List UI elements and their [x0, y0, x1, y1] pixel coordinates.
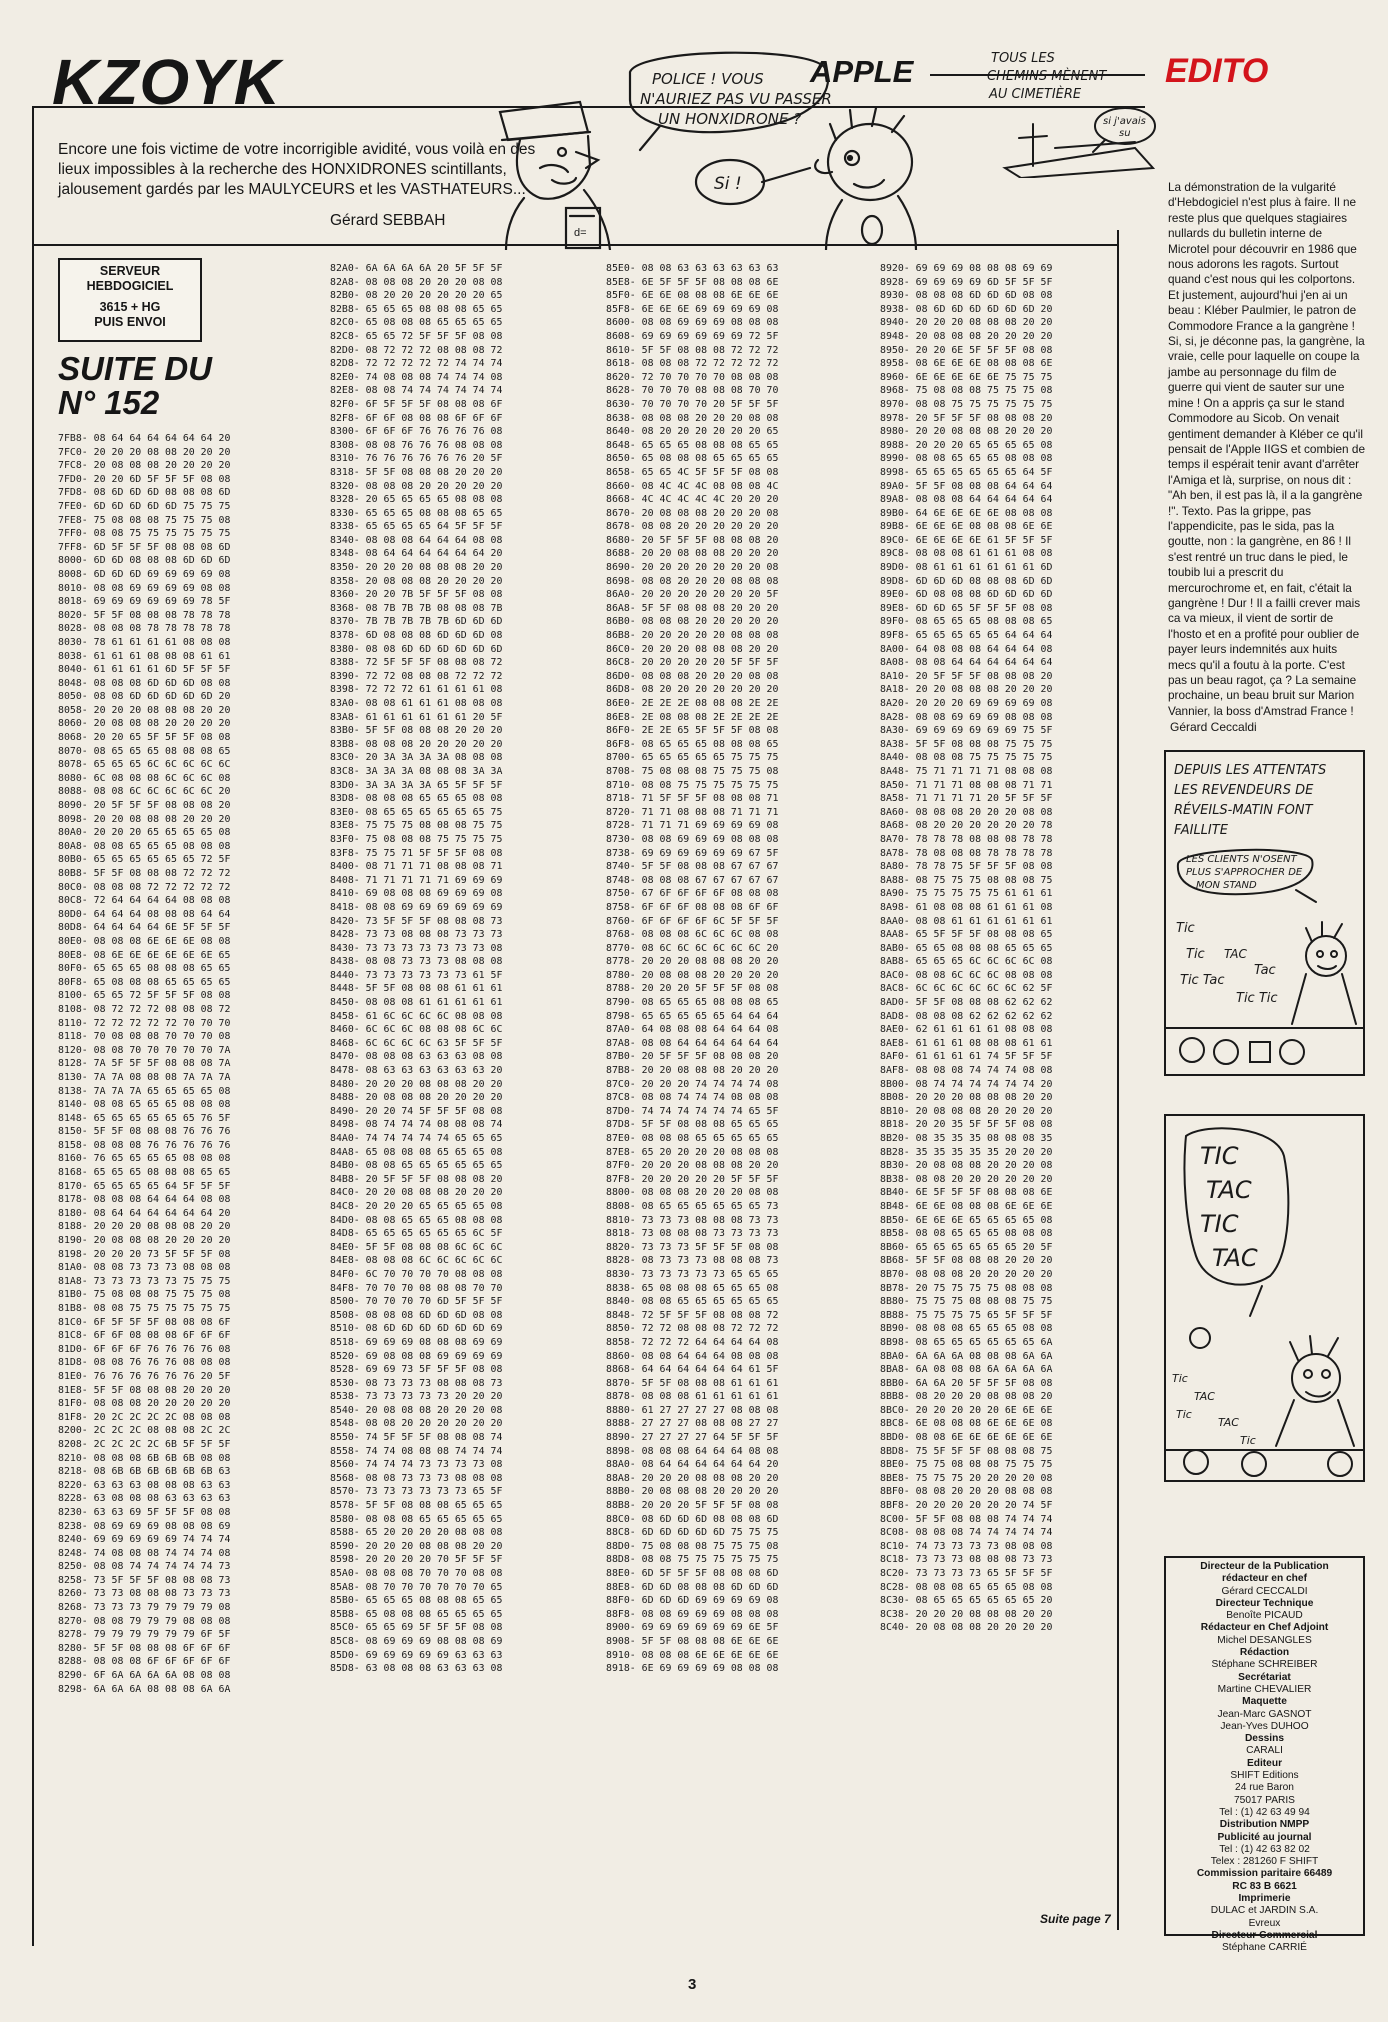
svg-text:TAC: TAC [1194, 1390, 1215, 1403]
frame-rule-right [1117, 230, 1119, 1930]
svg-text:d=: d= [574, 227, 587, 239]
credits-line: Benoîte PICAUD [1226, 1610, 1303, 1622]
bubble-police-line: POLICE ! VOUS [652, 70, 764, 88]
credits-line: Imprimerie [1238, 1893, 1291, 1905]
svg-text:UN HONXIDRONE ?: UN HONXIDRONE ? [658, 110, 802, 128]
apple-section-label: APPLE [810, 54, 914, 89]
svg-text:FAILLITE: FAILLITE [1174, 823, 1228, 838]
credits-line: SHIFT Editions [1230, 1770, 1299, 1782]
credits-line: Jean-Marc GASNOT [1217, 1708, 1312, 1720]
svg-text:TAC: TAC [1212, 1244, 1258, 1272]
cartoon-tic-tac [1164, 1114, 1365, 1482]
article-title: KZOYK [52, 46, 281, 118]
credits-line: Maquette [1242, 1696, 1287, 1708]
svg-text:DEPUIS LES ATTENTATS: DEPUIS LES ATTENTATS [1174, 763, 1327, 778]
tac-5: Tac [1254, 963, 1276, 978]
svg-text:TAC: TAC [1224, 947, 1247, 961]
serveur-line1: SERVEUR [99, 264, 161, 278]
credits-box [1164, 1556, 1365, 1954]
credits-line: CARALI [1246, 1745, 1283, 1757]
suite-du-heading [58, 352, 212, 420]
credits-line: Tel : (1) 42 63 82 02 [1219, 1843, 1310, 1855]
svg-text:RÉVEILS-MATIN FONT: RÉVEILS-MATIN FONT [1174, 803, 1313, 818]
credits-line: Stéphane SCHREIBER [1211, 1659, 1318, 1671]
svg-text:TAC: TAC [1218, 1416, 1239, 1429]
page-number: 3 [688, 1976, 697, 1993]
credits-line: RC 83 B 6621 [1232, 1880, 1297, 1892]
credits-line: Martine CHEVALIER [1217, 1683, 1312, 1695]
credits-line: Michel DESANGLES [1217, 1634, 1312, 1646]
svg-text:si j'avais: si j'avais [1103, 116, 1146, 127]
serveur-line3: 3615 + HG [99, 300, 161, 314]
credits-line: Evreux [1248, 1917, 1281, 1929]
listing-column-3: 85E0- 08 08 63 63 63 63 63 63 85E8- 6E 5F 5F 5F 08 08 08 6E 85F0- 6E 6E 08 08 08 6E 6E 6E 85F8- 6E 6E 6E 69 69 69 69 08 8600- 08 08 69 69 69 08 08 08 8608- 69 69 69 69 69 69 72 5F 8610- 5F 5F 08 08 08 72 72 72 8618- 08 08 08 72 72 72 72 72 8620- 72 70 70 70 70 08 08 08 8628- 70 70 70 08 08 08 70 70 8630- 70 70 70 70 20 5F 5F 5F 8638- 08 08 08 20 20 20 08 08 8640- 08 20 20 20 20 20 20 65 8648- 65 65 65 08 08 08 65 65 8650- 65 08 08 08 65 65 65 65 8658- 65 65 4C 5F 5F 5F 08 08 8660- 08 4C 4C 4C 08 08 08 4C 8668- 4C 4C 4C 4C 4C 20 20 20 8670- 20 08 08 08 20 20 20 08 8678- 08 08 20 20 20 20 20 20 8680- 20 5F 5F 5F 08 08 08 20 8688- 20 20 08 08 08 20 20 20 8690- 20 20 20 20 20 20 20 08 8698- 08 08 20 20 20 08 08 08 86A0- 20 20 20 20 20 20 20 5F 86A8- 5F 5F 08 08 08 20 20 20 86B0- 08 08 08 20 20 20 20 20 86B8- 20 20 20 20 20 08 08 08 86C0- 20 20 20 08 08 08 20 20 86C8- 20 20 20 20 20 5F 5F 5F 86D0- 08 08 08 20 20 20 08 08 86D8- 08 20 20 20 20 20 20 20 86E0- 2E 2E 2E 08 08 08 2E 2E 86E8- 2E 08 08 08 2E 2E 2E 2E 86F0- 2E 2E 65 5F 5F 5F 08 08 86F8- 08 65 65 65 08 08 08 65 8700- 65 65 65 65 65 75 75 75 8708- 75 08 08 08 75 75 75 08 8710- 08 08 75 75 75 75 75 75 8718- 71 5F 5F 5F 08 08 08 71 8720- 71 71 08 08 08 71 71 71 8728- 71 71 71 69 69 69 69 08 8730- 08 08 69 69 69 08 08 08 8738- 69 69 69 69 69 69 67 5F 8740- 5F 5F 08 08 08 67 67 67 8748- 08 08 08 67 67 67 67 67 8750- 67 6F 6F 6F 6F 08 08 08 8758- 6F 6F 6F 08 08 08 6F 6F 8760- 6F 6F 6F 6F 6C 5F 5F 5F 8768- 08 08 08 6C 6C 6C 08 08 8770- 08 6C 6C 6C 6C 6C 6C 20 8778- 20 20 20 08 08 08 20 20 8780- 20 08 08 08 20 20 20 20 8788- 20 20 20 5F 5F 5F 08 08 8790- 08 65 65 65 08 08 08 65 8798- 65 65 65 65 65 64 64 64 87A0- 64 08 08 08 64 64 64 08 87A8- 08 08 64 64 64 64 64 64 87B0- 20 5F 5F 5F 08 08 08 20 87B8- 20 20 08 08 08 20 20 20 87C0- 20 20 20 74 74 74 74 08 87C8- 08 08 74 74 74 08 08 08 87D0- 74 74 74 74 74 74 65 5F 87D8- 5F 5F 08 08 08 65 65 65 87E0- 08 08 08 65 65 65 65 65 87E8- 65 20 20 20 20 08 08 08 87F0- 20 20 20 08 08 08 20 20 87F8- 20 20 20 20 20 5F 5F 5F 8800- 08 08 08 20 20 20 08 08 8808- 08 65 65 65 65 65 65 73 8810- 73 73 73 08 08 08 73 73 8818- 73 08 08 08 73 73 73 73 8820- 73 73 73 5F 5F 5F 08 08 8828- 08 73 73 73 08 08 08 73 8830- 73 73 73 73 73 65 65 65 8838- 65 08 08 08 65 65 65 08 8840- 08 08 65 65 65 65 65 65 8848- 72 5F 5F 5F 08 08 08 72 8850- 72 72 08 08 08 72 72 72 8858- 72 72 72 64 64 64 64 08 8860- 08 08 64 64 64 08 08 08 8868- 64 64 64 64 64 64 61 5F 8870- 5F 5F 08 08 08 61 61 61 8878- 08 08 08 61 61 61 61 61 8880- 61 27 27 27 27 08 08 08 8888- 27 27 27 08 08 08 27 27 8890- 27 27 27 27 64 5F 5F 5F 8898- 08 08 08 64 64 64 08 08 88A0- 08 64 64 64 64 64 64 20 88A8- 20 20 20 08 08 08 20 20 88B0- 20 08 08 08 20 20 20 20 88B8- 20 20 20 5F 5F 5F 08 08 88C0- 08 6D 6D 6D 08 08 08 6D 88C8- 6D 6D 6D 6D 6D 75 75 75 88D0- 75 08 08 08 75 75 75 08 88D8- 08 08 75 75 75 75 75 75 88E0- 6D 5F 5F 5F 08 08 08 6D 88E8- 6D 6D 08 08 08 6D 6D 6D 88F0- 6D 6D 6D 69 69 69 69 08 88F8- 08 08 69 69 69 08 08 08 8900- 69 69 69 69 69 69 6E 5F 8908- 5F 5F 08 08 08 6E 6E 6E 8910- 08 08 08 6E 6E 6E 6E 6E 8918- 6E 69 69 69 69 08 08 08 [606, 263, 779, 1675]
edito-title: EDITO [1165, 52, 1269, 90]
credits-line: Rédacteur en Chef Adjoint [1200, 1622, 1329, 1634]
svg-text:CHEMINS MÈNENT: CHEMINS MÈNENT [987, 69, 1107, 84]
cartoon-attentats [1164, 750, 1365, 1076]
svg-text:su: su [1119, 128, 1131, 139]
serveur-line2: HEBDOGICIEL [86, 279, 174, 293]
svg-text:N'AURIEZ PAS VU PASSER: N'AURIEZ PAS VU PASSER [640, 90, 832, 108]
header-cartoon [480, 40, 940, 250]
credits-line: rédacteur en chef [1222, 1573, 1307, 1585]
edito-text: La démonstration de la vulgarité d'Hebdogiciel n'est plus à faire. Il ne reste plus que quelques stagiaires nullards du bulletin interne de Microtel pour découvrir en 1986 que nous adorons les ragots. Surtout quand c'est nous qui les colportons. Et justement, aujourd'hui j'en ai un beau : Kléber Paulmier, le patron de Commodore France a la gangrène ! Si, si, je déconne pas, la gangrène, la vraie, celle pour laquelle on coupe la jambe au personnage du film de guerre qui vient de sauter sur une mine ! On a appris ça sur le stand Commodore au Sicob. On venait gentiment demander à Kléber ce qu'il pensait de l'Apple IIGS et combien de temps il espérait tenir avant d'arrêter l'Amiga et là, surprise, on nous dit : "Ah ben, il est pas là, il a la gangrène !". Texto. Pas la grippe, pas l'appendicite, pas le sida, pas la goutte, non : la gangrène, en 86 ! Il s'est rentré un truc dans le pied, le toubib lui a prescrit du mercurochrome et, en fait, c'était la gangrène ! Dur ! Il a failli crever mais ca va mieux, il vient de sortir de l'hosto et en a profité pour oublier de payer leurs indemnités aux huits mecs qu'il a foutu à la porte. C'est pas un beau ragot, ça ? La semaine prochaine, un beau bruit sur Marion Vannier, la boss d'Amstrad France ! [1168, 180, 1366, 718]
credits-line: Telex : 281260 F SHIFT [1210, 1856, 1319, 1868]
svg-text:AU CIMETIÈRE: AU CIMETIÈRE [989, 87, 1082, 102]
svg-text:LES CLIENTS N'OSENT: LES CLIENTS N'OSENT [1186, 854, 1297, 865]
serveur-line4: PUIS ENVOI [94, 315, 166, 329]
intro-text: Encore une fois victime de votre incorrigible avidité, vous voilà en des lieux impossibles à la recherche des HONXIDRONES scintillants, jalousement gardés par les MAULYCEURS et les VASTHATEURS... [58, 141, 536, 198]
credits-line: Dessins [1244, 1733, 1285, 1745]
svg-text:TIC: TIC [1200, 1142, 1239, 1170]
credits-line: Secrétariat [1238, 1671, 1291, 1683]
tic-1: Tic [1176, 921, 1195, 936]
tic-2: Tic [1186, 947, 1205, 962]
listing-column-4: 8920- 69 69 69 08 08 08 69 69 8928- 69 69 69 69 6D 5F 5F 5F 8930- 08 08 08 6D 6D 6D 08 08 8938- 08 6D 6D 6D 6D 6D 6D 20 8940- 20 20 20 08 08 08 20 20 8948- 20 08 08 08 20 20 20 20 8950- 20 20 6E 5F 5F 5F 08 08 8958- 08 6E 6E 6E 08 08 08 6E 8960- 6E 6E 6E 6E 6E 75 75 75 8968- 75 08 08 08 75 75 75 08 8970- 08 08 75 75 75 75 75 75 8978- 20 5F 5F 5F 08 08 08 20 8980- 20 20 08 08 08 20 20 20 8988- 20 20 20 65 65 65 65 08 8990- 08 08 65 65 65 08 08 08 8998- 65 65 65 65 65 65 64 5F 89A0- 5F 5F 08 08 08 64 64 64 89A8- 08 08 08 64 64 64 64 64 89B0- 64 6E 6E 6E 6E 08 08 08 89B8- 6E 6E 6E 08 08 08 6E 6E 89C0- 6E 6E 6E 6E 61 5F 5F 5F 89C8- 08 08 08 61 61 61 08 08 89D0- 08 61 61 61 61 61 61 6D 89D8- 6D 6D 6D 08 08 08 6D 6D 89E0- 6D 08 08 08 6D 6D 6D 6D 89E8- 6D 6D 65 5F 5F 5F 08 08 89F0- 08 65 65 65 08 08 08 65 89F8- 65 65 65 65 65 64 64 64 8A00- 64 08 08 08 64 64 64 08 8A08- 08 08 64 64 64 64 64 64 8A10- 20 5F 5F 5F 08 08 08 20 8A18- 20 20 08 08 08 20 20 20 8A20- 20 20 20 69 69 69 69 08 8A28- 08 08 69 69 69 08 08 08 8A30- 69 69 69 69 69 69 75 5F 8A38- 5F 5F 08 08 08 75 75 75 8A40- 08 08 08 75 75 75 75 75 8A48- 75 71 71 71 71 08 08 08 8A50- 71 71 71 08 08 08 71 71 8A58- 71 71 71 71 20 5F 5F 5F 8A60- 08 08 08 20 20 20 08 08 8A68- 08 20 20 20 20 20 20 78 8A70- 78 78 78 08 08 08 78 78 8A78- 78 08 08 08 78 78 78 78 8A80- 78 78 75 5F 5F 5F 08 08 8A88- 08 75 75 75 08 08 08 75 8A90- 75 75 75 75 75 61 61 61 8A98- 61 08 08 08 61 61 61 08 8AA0- 08 08 61 61 61 61 61 61 8AA8- 65 5F 5F 5F 08 08 08 65 8AB0- 65 65 08 08 08 65 65 65 8AB8- 65 65 65 6C 6C 6C 6C 08 8AC0- 08 08 6C 6C 6C 08 08 08 8AC8- 6C 6C 6C 6C 6C 6C 62 5F 8AD0- 5F 5F 08 08 08 62 62 62 8AD8- 08 08 08 62 62 62 62 62 8AE0- 62 61 61 61 61 08 08 08 8AE8- 61 61 61 08 08 08 61 61 8AF0- 61 61 61 61 74 5F 5F 5F 8AF8- 08 08 08 74 74 74 08 08 8B00- 08 74 74 74 74 74 74 20 8B08- 20 20 20 08 08 08 20 20 8B10- 20 08 08 08 20 20 20 20 8B18- 20 20 35 5F 5F 5F 08 08 8B20- 08 35 35 35 08 08 08 35 8B28- 35 35 35 35 35 20 20 20 8B30- 20 08 08 08 20 20 20 08 8B38- 08 08 20 20 20 20 20 20 8B40- 6E 5F 5F 5F 08 08 08 6E 8B48- 6E 6E 08 08 08 6E 6E 6E 8B50- 6E 6E 6E 65 65 65 65 08 8B58- 08 08 65 65 65 08 08 08 8B60- 65 65 65 65 65 65 20 5F 8B68- 5F 5F 08 08 08 20 20 20 8B70- 08 08 08 20 20 20 20 20 8B78- 20 75 75 75 75 08 08 08 8B80- 75 75 75 08 08 08 75 75 8B88- 75 75 75 75 65 5F 5F 5F 8B90- 08 08 08 65 65 65 08 08 8B98- 08 65 65 65 65 65 65 6A 8BA0- 6A 6A 6A 08 08 08 6A 6A 8BA8- 6A 08 08 08 6A 6A 6A 6A 8BB0- 6A 6A 20 5F 5F 5F 08 08 8BB8- 08 20 20 20 08 08 08 20 8BC0- 20 20 20 20 20 6E 6E 6E 8BC8- 6E 08 08 08 6E 6E 6E 08 8BD0- 08 08 6E 6E 6E 6E 6E 6E 8BD8- 75 5F 5F 5F 08 08 08 75 8BE0- 75 75 08 08 08 75 75 75 8BE8- 75 75 75 20 20 20 20 08 8BF0- 08 08 20 20 20 08 08 08 8BF8- 20 20 20 20 20 20 74 5F 8C00- 5F 5F 08 08 08 74 74 74 8C08- 08 08 08 74 74 74 74 74 8C10- 74 73 73 73 73 08 08 08 8C18- 73 73 73 08 08 08 73 73 8C20- 73 73 73 73 65 5F 5F 5F 8C28- 08 08 08 65 65 65 08 08 8C30- 08 65 65 65 65 65 65 20 8C38- 20 20 20 08 08 08 20 20 8C40- 20 08 08 08 20 20 20 20 [880, 263, 1053, 1634]
suite-du-line1: SUITE DU [58, 350, 213, 387]
credits-line: Directeur Commercial [1211, 1929, 1318, 1941]
credits-line: Rédaction [1239, 1647, 1290, 1659]
credits-line: Gérard CECCALDI [1221, 1585, 1308, 1597]
svg-text:TOUS LES: TOUS LES [991, 51, 1055, 66]
credits-line: Directeur de la Publication [1200, 1561, 1329, 1572]
edito-signature: Gérard Ceccaldi [1170, 720, 1257, 734]
credits-line: Editeur [1246, 1757, 1283, 1769]
svg-text:LES REVENDEURS DE: LES REVENDEURS DE [1174, 783, 1314, 798]
bubble-si: Si ! [714, 174, 742, 194]
listing-column-2: 82A0- 6A 6A 6A 6A 20 5F 5F 5F 82A8- 08 08 08 20 20 20 08 08 82B0- 08 20 20 20 20 20 20 65 82B8- 65 65 65 08 08 08 65 65 82C0- 65 08 08 08 65 65 65 65 82C8- 65 65 72 5F 5F 5F 08 08 82D0- 08 72 72 72 08 08 08 72 82D8- 72 72 72 72 72 74 74 74 82E0- 74 08 08 08 74 74 74 08 82E8- 08 08 74 74 74 74 74 74 82F0- 6F 5F 5F 5F 08 08 08 6F 82F8- 6F 6F 08 08 08 6F 6F 6F 8300- 6F 6F 6F 76 76 76 76 08 8308- 08 08 76 76 76 08 08 08 8310- 76 76 76 76 76 76 20 5F 8318- 5F 5F 08 08 08 20 20 20 8320- 08 08 08 20 20 20 20 20 8328- 20 65 65 65 65 08 08 08 8330- 65 65 65 08 08 08 65 65 8338- 65 65 65 65 64 5F 5F 5F 8340- 08 08 08 64 64 64 08 08 8348- 08 64 64 64 64 64 64 20 8350- 20 20 20 08 08 08 20 20 8358- 20 08 08 08 20 20 20 20 8360- 20 20 7B 5F 5F 5F 08 08 8368- 08 7B 7B 7B 08 08 08 7B 8370- 7B 7B 7B 7B 7B 6D 6D 6D 8378- 6D 08 08 08 6D 6D 6D 08 8380- 08 08 6D 6D 6D 6D 6D 6D 8388- 72 5F 5F 5F 08 08 08 72 8390- 72 72 08 08 08 72 72 72 8398- 72 72 72 61 61 61 61 08 83A0- 08 08 61 61 61 08 08 08 83A8- 61 61 61 61 61 61 20 5F 83B0- 5F 5F 08 08 08 20 20 20 83B8- 08 08 08 20 20 20 20 20 83C0- 20 3A 3A 3A 3A 08 08 08 83C8- 3A 3A 3A 08 08 08 3A 3A 83D0- 3A 3A 3A 3A 65 5F 5F 5F 83D8- 08 08 08 65 65 65 08 08 83E0- 08 65 65 65 65 65 65 75 83E8- 75 75 75 08 08 08 75 75 83F0- 75 08 08 08 75 75 75 75 83F8- 75 75 71 5F 5F 5F 08 08 8400- 08 71 71 71 08 08 08 71 8408- 71 71 71 71 71 69 69 69 8410- 69 08 08 08 69 69 69 08 8418- 08 08 69 69 69 69 69 69 8420- 73 5F 5F 5F 08 08 08 73 8428- 73 73 08 08 08 73 73 73 8430- 73 73 73 73 73 73 73 08 8438- 08 08 73 73 73 08 08 08 8440- 73 73 73 73 73 73 61 5F 8448- 5F 5F 08 08 08 61 61 61 8450- 08 08 08 61 61 61 61 61 8458- 61 6C 6C 6C 6C 08 08 08 8460- 6C 6C 6C 08 08 08 6C 6C 8468- 6C 6C 6C 6C 63 5F 5F 5F 8470- 08 08 08 63 63 63 08 08 8478- 08 63 63 63 63 63 63 20 8480- 20 20 20 08 08 08 20 20 8488- 20 08 08 08 20 20 20 20 8490- 20 20 74 5F 5F 5F 08 08 8498- 08 74 74 74 08 08 08 74 84A0- 74 74 74 74 74 65 65 65 84A8- 65 08 08 08 65 65 65 08 84B0- 08 08 65 65 65 65 65 65 84B8- 20 5F 5F 5F 08 08 08 20 84C0- 20 20 08 08 08 20 20 20 84C8- 20 20 20 65 65 65 65 08 84D0- 08 08 65 65 65 08 08 08 84D8- 65 65 65 65 65 65 6C 5F 84E0- 5F 5F 08 08 08 6C 6C 6C 84E8- 08 08 08 6C 6C 6C 6C 6C 84F0- 6C 70 70 70 70 08 08 08 84F8- 70 70 70 08 08 08 70 70 8500- 70 70 70 70 6D 5F 5F 5F 8508- 08 08 08 6D 6D 6D 08 08 8510- 08 6D 6D 6D 6D 6D 6D 69 8518- 69 69 69 08 08 08 69 69 8520- 69 08 08 08 69 69 69 69 8528- 69 69 73 5F 5F 5F 08 08 8530- 08 73 73 73 08 08 08 73 8538- 73 73 73 73 73 20 20 20 8540- 20 08 08 08 20 20 20 08 8548- 08 08 20 20 20 20 20 20 8550- 74 5F 5F 5F 08 08 08 74 8558- 74 74 08 08 08 74 74 74 8560- 74 74 74 73 73 73 73 08 8568- 08 08 73 73 73 08 08 08 8570- 73 73 73 73 73 73 65 5F 8578- 5F 5F 08 08 08 65 65 65 8580- 08 08 08 65 65 65 65 65 8588- 65 20 20 20 20 08 08 08 8590- 20 20 20 08 08 08 20 20 8598- 20 20 20 20 70 5F 5F 5F 85A0- 08 08 08 70 70 70 08 08 85A8- 08 70 70 70 70 70 70 65 85B0- 65 65 65 08 08 08 65 65 85B8- 65 08 08 08 65 65 65 65 85C0- 65 65 69 5F 5F 5F 08 08 85C8- 08 69 69 69 08 08 08 69 85D0- 69 69 69 69 69 63 63 63 85D8- 63 08 08 08 63 63 63 08 [330, 263, 503, 1675]
credits-line: Distribution NMPP [1219, 1819, 1310, 1831]
svg-text:Tic: Tic [1240, 1434, 1256, 1447]
credits-line: Jean-Yves DUHOO [1220, 1720, 1309, 1732]
credits-line: 75017 PARIS [1234, 1794, 1295, 1806]
credits-line: Commission paritaire 66489 [1196, 1868, 1333, 1880]
credits-line: Publicité au journal [1217, 1831, 1312, 1843]
author: Gérard SEBBAH [330, 212, 446, 229]
serveur-box [58, 258, 202, 342]
credits-line: Directeur Technique [1215, 1597, 1314, 1609]
svg-text:Tic: Tic [1172, 1372, 1188, 1385]
svg-text:MON STAND: MON STAND [1196, 880, 1257, 891]
svg-text:TAC: TAC [1206, 1176, 1252, 1204]
edito-cartoon [985, 48, 1160, 178]
svg-text:TIC: TIC [1200, 1210, 1239, 1238]
credits-line: DULAC et JARDIN S.A. [1210, 1905, 1319, 1917]
credits-line: Tel : (1) 42 63 49 94 [1219, 1806, 1310, 1818]
svg-text:PLUS S'APPROCHER DE: PLUS S'APPROCHER DE [1186, 867, 1303, 878]
credits-line: 24 rue Baron [1235, 1782, 1294, 1794]
credits-line: Stéphane CARRIÉ [1222, 1942, 1307, 1954]
svg-text:Tic: Tic [1176, 1408, 1192, 1421]
listing-column-1: 7FB8- 08 64 64 64 64 64 64 20 7FC0- 20 20 20 08 08 20 20 20 7FC8- 20 08 08 08 20 20 20 20 7FD0- 20 20 6D 5F 5F 5F 08 08 7FD8- 08 6D 6D 6D 08 08 08 6D 7FE0- 6D 6D 6D 6D 6D 75 75 75 7FE8- 75 08 08 08 75 75 75 08 7FF0- 08 08 75 75 75 75 75 75 7FF8- 6D 5F 5F 5F 08 08 08 6D 8000- 6D 6D 08 08 08 6D 6D 6D 8008- 6D 6D 6D 69 69 69 69 08 8010- 08 08 69 69 69 69 08 08 8018- 69 69 69 69 69 69 78 5F 8020- 5F 5F 08 08 08 78 78 78 8028- 08 08 08 78 78 78 78 78 8030- 78 61 61 61 61 08 08 08 8038- 61 61 61 08 08 08 61 61 8040- 61 61 61 61 6D 5F 5F 5F 8048- 08 08 08 6D 6D 6D 08 08 8050- 08 08 6D 6D 6D 6D 6D 20 8058- 20 20 20 08 08 08 20 20 8060- 20 08 08 08 20 20 20 20 8068- 20 20 65 5F 5F 5F 08 08 8070- 08 65 65 65 08 08 08 65 8078- 65 65 65 6C 6C 6C 6C 6C 8080- 6C 08 08 08 6C 6C 6C 08 8088- 08 08 6C 6C 6C 6C 6C 20 8090- 20 5F 5F 5F 08 08 08 20 8098- 20 20 08 08 08 20 20 20 80A0- 20 20 20 65 65 65 65 08 80A8- 08 08 65 65 65 08 08 08 80B0- 65 65 65 65 65 65 72 5F 80B8- 5F 5F 08 08 08 72 72 72 80C0- 08 08 08 72 72 72 72 72 80C8- 72 64 64 64 64 08 08 08 80D0- 64 64 64 08 08 08 64 64 80D8- 64 64 64 64 6E 5F 5F 5F 80E0- 08 08 08 6E 6E 6E 08 08 80E8- 08 6E 6E 6E 6E 6E 6E 65 80F0- 65 65 65 08 08 08 65 65 80F8- 65 08 08 08 65 65 65 65 8100- 65 65 72 5F 5F 5F 08 08 8108- 08 72 72 72 08 08 08 72 8110- 72 72 72 72 72 70 70 70 8118- 70 08 08 08 70 70 70 08 8120- 08 08 70 70 70 70 70 7A 8128- 7A 5F 5F 5F 08 08 08 7A 8130- 7A 7A 08 08 08 7A 7A 7A 8138- 7A 7A 7A 65 65 65 65 08 8140- 08 08 65 65 65 08 08 08 8148- 65 65 65 65 65 65 76 5F 8150- 5F 5F 08 08 08 76 76 76 8158- 08 08 08 76 76 76 76 76 8160- 76 65 65 65 65 08 08 08 8168- 65 65 65 08 08 08 65 65 8170- 65 65 65 65 64 5F 5F 5F 8178- 08 08 08 64 64 64 08 08 8180- 08 64 64 64 64 64 64 20 8188- 20 20 20 08 08 08 20 20 8190- 20 08 08 08 20 20 20 20 8198- 20 20 20 73 5F 5F 5F 08 81A0- 08 08 73 73 73 08 08 08 81A8- 73 73 73 73 73 75 75 75 81B0- 75 08 08 08 75 75 75 08 81B8- 08 08 75 75 75 75 75 75 81C0- 6F 5F 5F 5F 08 08 08 6F 81C8- 6F 6F 08 08 08 6F 6F 6F 81D0- 6F 6F 6F 76 76 76 76 08 81D8- 08 08 76 76 76 08 08 08 81E0- 76 76 76 76 76 76 20 5F 81E8- 5F 5F 08 08 08 20 20 20 81F0- 08 08 08 20 20 20 20 20 81F8- 20 2C 2C 2C 2C 08 08 08 8200- 2C 2C 2C 08 08 08 2C 2C 8208- 2C 2C 2C 2C 6B 5F 5F 5F 8210- 08 08 08 6B 6B 6B 08 08 8218- 08 6B 6B 6B 6B 6B 6B 63 8220- 63 63 63 08 08 08 63 63 8228- 63 08 08 08 63 63 63 63 8230- 63 63 69 5F 5F 5F 08 08 8238- 08 69 69 69 08 08 08 69 8240- 69 69 69 69 69 74 74 74 8248- 74 08 08 08 74 74 74 08 8250- 08 08 74 74 74 74 74 73 8258- 73 5F 5F 5F 08 08 08 73 8260- 73 73 08 08 08 73 73 73 8268- 73 73 73 79 79 79 79 08 8270- 08 08 79 79 79 08 08 08 8278- 79 79 79 79 79 79 6F 5F 8280- 5F 5F 08 08 08 6F 6F 6F 8288- 08 08 08 6F 6F 6F 6F 6F 8290- 6F 6A 6A 6A 6A 08 08 08 8298- 6A 6A 6A 08 08 08 6A 6A [58, 433, 231, 1695]
tic-tac-3: Tic Tac [1180, 973, 1225, 988]
tic-tic-6: Tic Tic [1236, 991, 1278, 1006]
suite-page-note: Suite page 7 [1040, 1912, 1111, 1926]
suite-du-line2: N° 152 [58, 384, 160, 421]
